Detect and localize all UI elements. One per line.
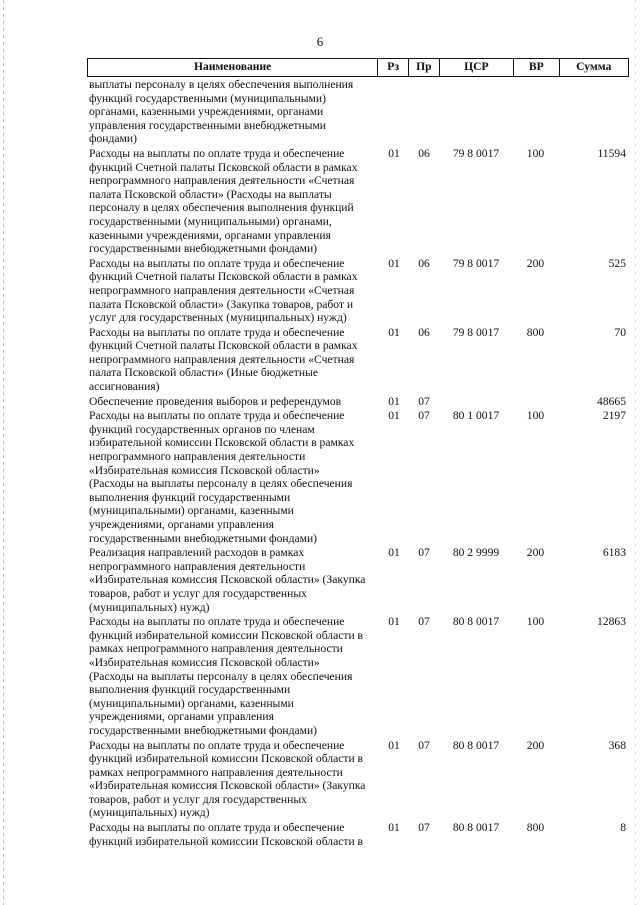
row-name <box>87 409 379 545</box>
row-name-line: Расходы на выплаты по оплате труда и обеспечение <box>89 821 345 835</box>
row-name-line: Расходы на выплаты по оплате труда и обеспечение <box>89 409 345 423</box>
table-header <box>87 58 629 77</box>
row-name-line: функций государственными (муниципальными) <box>89 91 326 105</box>
row-rz: 01 <box>388 256 400 270</box>
row-name-line: (Расходы на выплаты персоналу в целях обеспечения <box>89 669 353 683</box>
row-name-line: (муниципальными) органами, казенными <box>89 504 294 518</box>
row-rz: 01 <box>388 394 400 408</box>
row-sum: 368 <box>608 738 626 752</box>
row-rz: 01 <box>388 325 400 339</box>
budget-table <box>87 58 629 848</box>
header-pr: Пр <box>408 59 439 76</box>
row-name <box>87 821 379 848</box>
row-name <box>87 78 379 146</box>
row-pr: 06 <box>418 146 430 160</box>
row-name-line: Расходы на выплаты по оплате труда и обеспечение <box>89 325 345 339</box>
table-body <box>87 78 629 848</box>
table-row <box>87 409 629 545</box>
row-name-line: Реализация направлений расходов в рамках <box>89 546 305 560</box>
table-row <box>87 546 629 614</box>
row-sum: 525 <box>608 256 626 270</box>
row-name-line: функций Счетной палаты Псковской области в рамках <box>89 339 358 353</box>
row-name-line: Расходы на выплаты по оплате труда и обеспечение <box>89 256 345 270</box>
row-name-line: Обеспечение проведения выборов и референдумов <box>89 394 342 408</box>
row-vr: 200 <box>526 546 545 560</box>
row-name-line: палата Псковской области» (Иные бюджетные <box>89 366 318 380</box>
row-name-line: учреждениями, органами управления <box>89 710 274 724</box>
row-rz: 01 <box>388 409 400 423</box>
row-csr: 79 8 0017 <box>452 146 500 160</box>
row-name-line: услуг для государственных (муниципальных) нужд) <box>89 311 347 325</box>
row-name-line: государственными (муниципальными) органами, <box>89 214 332 228</box>
row-vr: 100 <box>526 615 545 629</box>
row-pr: 07 <box>418 409 430 423</box>
row-csr: 80 8 0017 <box>452 615 500 629</box>
row-name-line: органами, казенными учреждениями, органами <box>89 105 324 119</box>
row-name <box>87 326 379 394</box>
row-name-line: функций Счетной палаты Псковской области в рамках <box>89 160 358 174</box>
row-name-line: непрограммного направления деятельности «Счетная <box>89 283 355 297</box>
row-name-line: товаров, работ и услуг для государственных <box>89 792 307 806</box>
row-vr: 200 <box>526 738 545 752</box>
row-name-line: государственными внебюджетными фондами) <box>89 723 318 737</box>
row-name-line: (муниципальными) органами, казенными <box>89 696 294 710</box>
row-pr: 07 <box>418 394 430 408</box>
row-name-line: выплаты персоналу в целях обеспечения выполнения <box>89 78 354 91</box>
row-name-line: рамках непрограммного направления деятельности <box>89 765 343 779</box>
row-pr: 07 <box>418 615 430 629</box>
row-name-line: Расходы на выплаты по оплате труда и обеспечение <box>89 615 345 629</box>
row-name-line: «Избирательная комиссия Псковской области» <box>89 463 320 477</box>
table-row <box>87 739 629 821</box>
row-name <box>87 395 379 409</box>
row-name <box>87 739 379 821</box>
row-rz <box>379 78 409 146</box>
row-name-line: Расходы на выплаты по оплате труда и обеспечение <box>89 146 345 160</box>
row-name-line: функций избирательной комиссии Псковской области в <box>89 834 364 848</box>
row-csr: 80 2 9999 <box>452 546 500 560</box>
table-row <box>87 395 629 409</box>
row-name-line: «Избирательная комиссия Псковской области» <box>89 655 320 669</box>
header-sum: Сумма <box>559 59 628 76</box>
row-name-line: казенными учреждениями, органами управления <box>89 228 331 242</box>
row-vr <box>513 395 558 409</box>
row-vr: 800 <box>526 821 545 835</box>
row-sum: 12863 <box>597 615 626 629</box>
row-name-line: функций избирательной комиссии Псковской области в <box>89 628 364 642</box>
table-row <box>87 78 629 146</box>
row-name-line: «Избирательная комиссия Псковской области» (Закупка <box>89 779 366 793</box>
row-name-line: ассигнования) <box>89 380 160 394</box>
row-name-line: непрограммного направления деятельности <box>89 559 306 573</box>
table-row <box>87 821 629 848</box>
header-name: Наименование <box>194 60 272 73</box>
row-name <box>87 615 379 737</box>
row-name-line: палата Псковской области» (Расходы на выплаты <box>89 187 332 201</box>
page-scan-edge-left <box>3 0 4 905</box>
row-name-line: фондами) <box>89 132 137 146</box>
row-csr <box>439 78 513 146</box>
row-sum: 48665 <box>597 394 626 408</box>
row-sum: 70 <box>614 325 626 339</box>
row-name <box>87 257 379 325</box>
row-name-line: Расходы на выплаты по оплате труда и обеспечение <box>89 738 345 752</box>
row-name-line: (муниципальных) нужд) <box>89 600 210 614</box>
row-pr <box>409 78 439 146</box>
table-row <box>87 326 629 394</box>
row-csr: 80 1 0017 <box>452 409 500 423</box>
row-name-line: выполнения функций государственными <box>89 683 291 697</box>
row-name-line: функций Счетной палаты Псковской области в рамках <box>89 270 358 284</box>
row-pr: 07 <box>418 738 430 752</box>
row-csr: 79 8 0017 <box>452 256 500 270</box>
header-rz: Рз <box>377 59 408 76</box>
row-csr: 80 8 0017 <box>452 738 500 752</box>
row-rz: 01 <box>388 738 400 752</box>
row-vr: 100 <box>526 409 545 423</box>
header-vr: ВР <box>513 59 559 76</box>
row-name-line: «Избирательная комиссия Псковской области» (Закупка <box>89 573 366 587</box>
row-vr: 100 <box>526 146 545 160</box>
row-name-line: палата Псковской области» (Закупка товаров, работ и <box>89 297 354 311</box>
row-name-line: (муниципальных) нужд) <box>89 806 210 820</box>
row-pr: 07 <box>418 546 430 560</box>
row-name-line: избирательной комиссии Псковской области в рамках <box>89 436 355 450</box>
row-name <box>87 546 379 614</box>
page-number: 6 <box>316 34 324 49</box>
row-name-line: персоналу в целях обеспечения выполнения функций <box>89 201 354 215</box>
row-name-line: учреждениями, органами управления <box>89 518 274 531</box>
table-row <box>87 147 629 256</box>
row-sum: 11594 <box>597 146 626 160</box>
table-row <box>87 257 629 325</box>
row-name-line: непрограммного направления деятельности «Счетная <box>89 352 355 366</box>
row-name <box>87 147 379 256</box>
row-name-line: (Расходы на выплаты персоналу в целях обеспечения <box>89 477 353 491</box>
row-name-line: рамках непрограммного направления деятельности <box>89 642 343 656</box>
row-name-line: государственными внебюджетными фондами) <box>89 531 318 545</box>
row-sum: 2197 <box>602 409 626 423</box>
row-rz: 01 <box>388 615 400 629</box>
row-name-line: функций государственных органов по членам <box>89 422 315 436</box>
row-name-line: функций избирательной комиссии Псковской области в <box>89 752 364 766</box>
table-row <box>87 615 629 737</box>
row-sum: 6183 <box>602 546 626 560</box>
row-pr: 06 <box>418 325 430 339</box>
row-name-line: непрограммного направления деятельности «Счетная <box>89 174 355 188</box>
row-sum <box>558 78 627 146</box>
row-rz: 01 <box>388 821 400 835</box>
row-name-line: государственными внебюджетными фондами) <box>89 242 318 256</box>
page-scan-edge-right <box>635 0 636 905</box>
row-csr: 80 8 0017 <box>452 821 500 835</box>
row-vr <box>513 78 558 146</box>
row-rz: 01 <box>388 146 400 160</box>
row-pr: 07 <box>418 821 430 835</box>
row-name-line: управления государственными внебюджетными <box>89 118 326 132</box>
row-name-line: товаров, работ и услуг для государственных <box>89 586 307 600</box>
row-name-line: выполнения функций государственными <box>89 490 291 504</box>
row-csr <box>439 395 513 409</box>
row-vr: 800 <box>526 325 545 339</box>
row-csr: 79 8 0017 <box>452 325 500 339</box>
row-rz: 01 <box>388 546 400 560</box>
row-name-line: непрограммного направления деятельности <box>89 450 306 464</box>
row-pr: 06 <box>418 256 430 270</box>
header-csr: ЦСР <box>439 59 513 76</box>
row-vr: 200 <box>526 256 545 270</box>
row-sum: 8 <box>620 821 626 835</box>
